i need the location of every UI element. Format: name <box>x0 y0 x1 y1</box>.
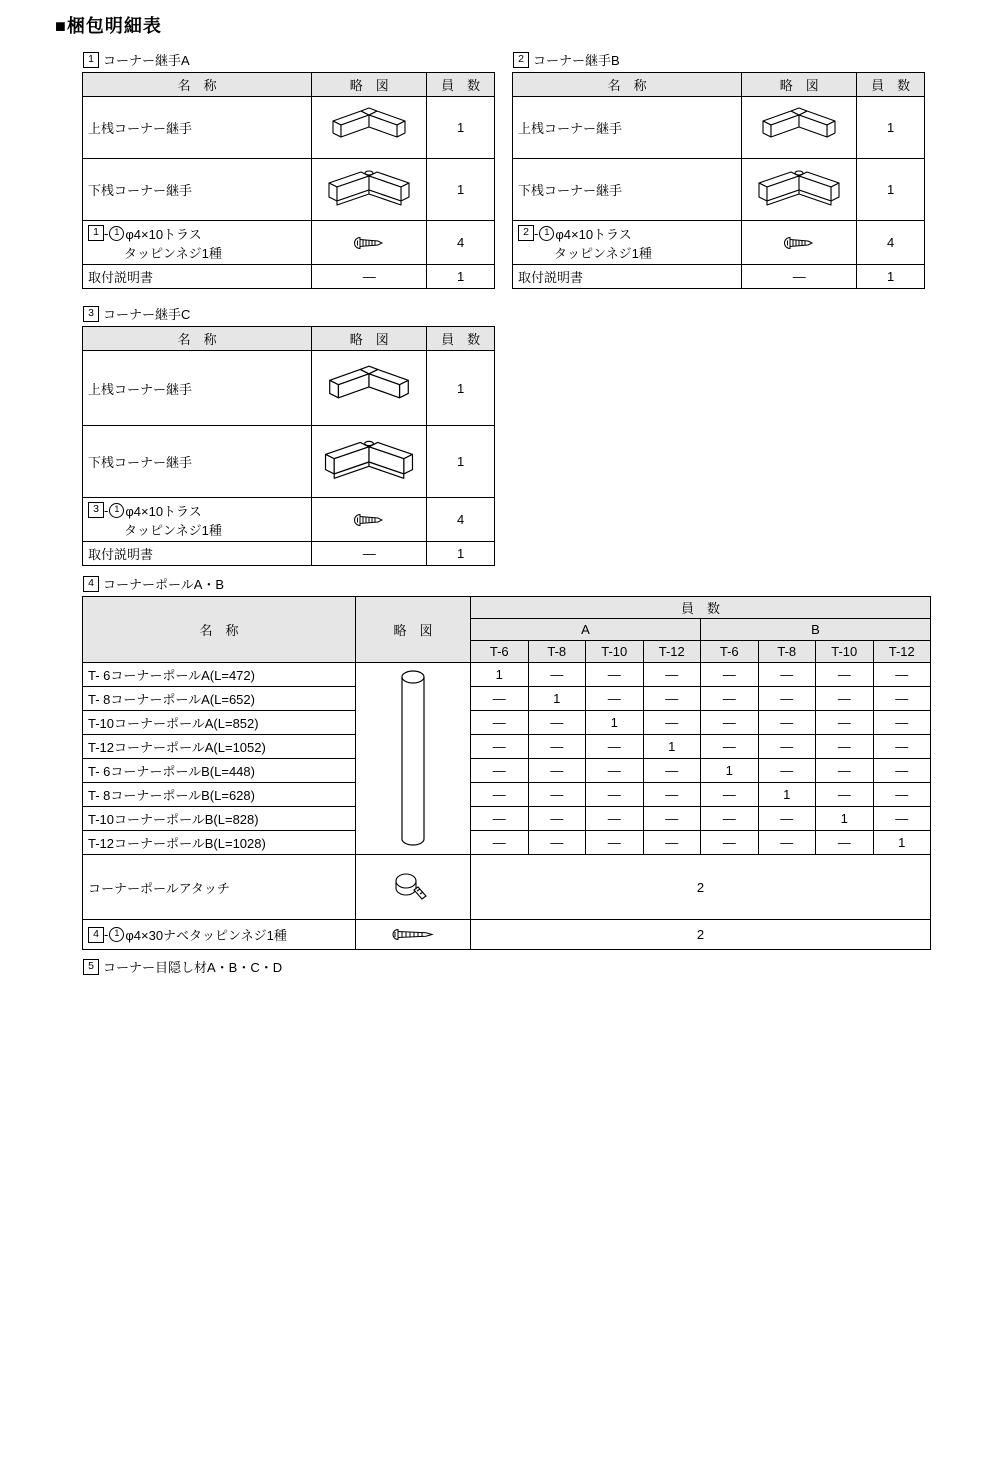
qty-value-cell: — <box>701 807 759 831</box>
qty-value-cell: 1 <box>586 711 644 735</box>
box-number-icon: 4 <box>83 576 99 592</box>
name-column-header: 名 称 <box>513 73 742 97</box>
part-name-cell: 上桟コーナー継手 <box>513 97 742 159</box>
joint-tables-row <box>82 50 931 289</box>
joint-table-block-3 <box>82 304 495 566</box>
qty-value-cell: — <box>586 759 644 783</box>
part-name-cell: 下桟コーナー継手 <box>513 159 742 221</box>
box-number-icon: 3 <box>88 502 104 518</box>
qty-value-cell: — <box>758 687 816 711</box>
pan-screw-diagram <box>390 928 436 941</box>
part-name-line1: 3 - 1 φ4×10トラス <box>88 501 306 520</box>
part-name-cell <box>83 221 312 265</box>
part-row <box>83 159 495 221</box>
joint-table-3 <box>82 326 495 566</box>
diagram-column-header: 略 図 <box>356 597 471 663</box>
part-diagram-cell <box>312 221 427 265</box>
part-row <box>83 542 495 566</box>
part-qty-cell: 1 <box>857 159 925 221</box>
qty-value-cell: — <box>586 687 644 711</box>
box-number-icon: 1 <box>88 225 104 241</box>
qty-value-cell: — <box>873 663 931 687</box>
qty-value-cell: — <box>816 663 874 687</box>
qty-value-cell: — <box>701 687 759 711</box>
corner-pole-diagram <box>399 667 427 851</box>
part-name-cell: 上桟コーナー継手 <box>83 97 312 159</box>
qty-value-cell: — <box>586 783 644 807</box>
part-diagram-cell <box>312 97 427 159</box>
size-header: T-10 <box>816 641 874 663</box>
part-diagram-cell: — <box>312 542 427 566</box>
box-number-icon: 2 <box>513 52 529 68</box>
qty-column-header: 員 数 <box>427 327 495 351</box>
table-title: コーナーポールA・B <box>103 577 225 592</box>
qty-value-cell: — <box>643 807 701 831</box>
qty-value-cell: — <box>758 759 816 783</box>
box-number-icon: 5 <box>83 959 99 975</box>
part-name-line1: 4 - 1 φ4×30ナベタッピンネジ1種 <box>88 925 350 944</box>
qty-value-cell: — <box>586 663 644 687</box>
qty-value-cell: — <box>528 807 586 831</box>
qty-value-cell: — <box>873 735 931 759</box>
part-row <box>83 97 495 159</box>
part-diagram-cell <box>356 855 471 920</box>
qty-value-cell: — <box>758 711 816 735</box>
group-header-B: B <box>701 619 931 641</box>
qty-value-cell: — <box>528 783 586 807</box>
pole-row <box>83 759 931 783</box>
part-name-text: φ4×10トラス <box>125 503 202 519</box>
part-name-cell: 取付説明書 <box>83 542 312 566</box>
part-qty-cell: 1 <box>427 351 495 426</box>
size-header: T-6 <box>471 641 529 663</box>
pole-header-row-1 <box>83 597 931 619</box>
pole-name-cell: T-12コーナーポールA(L=1052) <box>83 735 356 759</box>
qty-value-cell: — <box>701 711 759 735</box>
qty-value-cell: — <box>873 759 931 783</box>
qty-value-cell: — <box>758 807 816 831</box>
part-row <box>83 426 495 498</box>
qty-value-cell: 1 <box>816 807 874 831</box>
pole-row <box>83 831 931 855</box>
circle-number-icon: 1 <box>109 226 124 241</box>
qty-value-cell: — <box>586 807 644 831</box>
page-title: ■梱包明細表 <box>55 16 162 36</box>
table-title: コーナー継手B <box>533 53 620 68</box>
qty-value-cell: — <box>471 807 529 831</box>
part-row <box>513 97 925 159</box>
part-qty-cell: 1 <box>427 542 495 566</box>
lower-corner-joint-diagram <box>325 167 413 213</box>
part-diagram-cell <box>742 221 857 265</box>
qty-value-cell: — <box>586 735 644 759</box>
qty-value-cell: 1 <box>873 831 931 855</box>
part-diagram-cell: — <box>742 265 857 289</box>
joint-table-1 <box>82 72 495 289</box>
table-label <box>513 50 925 69</box>
part-name-text: φ4×10トラス <box>555 226 632 242</box>
part-row <box>513 265 925 289</box>
joint-table-block-2 <box>512 50 925 289</box>
qty-value-cell: — <box>586 831 644 855</box>
pole-attach-diagram <box>392 870 434 904</box>
pole-row <box>83 783 931 807</box>
qty-value-cell: — <box>758 831 816 855</box>
diagram-column-header: 略 図 <box>312 327 427 351</box>
size-header: T-10 <box>586 641 644 663</box>
joint-table-block-1 <box>82 50 495 289</box>
circle-number-icon: 1 <box>539 226 554 241</box>
qty-value-cell: — <box>816 831 874 855</box>
qty-value-cell: — <box>471 783 529 807</box>
pole-screw-qty-cell: 2 <box>471 920 931 950</box>
part-qty-cell: 1 <box>427 97 495 159</box>
box-number-icon: 1 <box>83 52 99 68</box>
part-qty-cell: 1 <box>427 265 495 289</box>
pole-screw-name-cell <box>83 920 356 950</box>
joint-header-row <box>83 73 495 97</box>
upper-corner-joint-c-diagram <box>321 365 417 411</box>
pole-name-cell: T- 6コーナーポールB(L=448) <box>83 759 356 783</box>
size-header: T-8 <box>758 641 816 663</box>
diagram-column-header: 略 図 <box>742 73 857 97</box>
content-area <box>82 50 931 976</box>
name-column-header: 名 称 <box>83 73 312 97</box>
qty-value-cell: — <box>816 687 874 711</box>
pole-table-container <box>82 574 931 950</box>
qty-value-cell: — <box>528 711 586 735</box>
pole-row <box>83 663 931 687</box>
part-qty-cell: 1 <box>857 97 925 159</box>
box-number-icon: 3 <box>83 306 99 322</box>
part-name-line2: タッピンネジ1種 <box>554 245 652 261</box>
qty-value-cell: 1 <box>758 783 816 807</box>
truss-screw-diagram <box>782 236 816 250</box>
part-row <box>83 498 495 542</box>
part-name-text: φ4×30ナベタッピンネジ1種 <box>125 928 287 943</box>
part-row <box>83 221 495 265</box>
qty-value-cell: — <box>758 663 816 687</box>
qty-value-cell: — <box>471 759 529 783</box>
qty-value-cell: — <box>528 831 586 855</box>
part-row <box>83 351 495 426</box>
qty-value-cell: — <box>816 711 874 735</box>
size-header: T-12 <box>873 641 931 663</box>
pole-screw-row <box>83 920 931 950</box>
part-name-cell: 下桟コーナー継手 <box>83 426 312 498</box>
part-name-cell: 下桟コーナー継手 <box>83 159 312 221</box>
qty-value-cell: — <box>873 711 931 735</box>
part-name-line1: 1 - 1 φ4×10トラス <box>88 224 306 243</box>
qty-value-cell: — <box>643 783 701 807</box>
table-title: コーナー継手A <box>103 53 190 68</box>
joint-header-row <box>513 73 925 97</box>
qty-value-cell: — <box>528 735 586 759</box>
qty-value-cell: — <box>816 759 874 783</box>
qty-value-cell: 1 <box>528 687 586 711</box>
qty-value-cell: — <box>471 711 529 735</box>
qty-value-cell: — <box>816 783 874 807</box>
part-name-cell: 取付説明書 <box>83 265 312 289</box>
attach-row <box>83 855 931 920</box>
pole-row <box>83 711 931 735</box>
part-diagram-cell <box>312 426 427 498</box>
qty-value-cell: — <box>816 735 874 759</box>
qty-value-cell: — <box>758 735 816 759</box>
qty-value-cell: 1 <box>643 735 701 759</box>
table-title: コーナー継手C <box>103 307 191 322</box>
box-number-icon: 2 <box>518 225 534 241</box>
lower-corner-joint-b-diagram <box>755 167 843 213</box>
part-name-line2: タッピンネジ1種 <box>124 245 222 261</box>
table-title: コーナー目隠し材A・B・C・D <box>103 960 283 975</box>
part-qty-cell: 4 <box>427 498 495 542</box>
qty-value-cell: — <box>643 759 701 783</box>
qty-value-cell: — <box>873 687 931 711</box>
pole-row <box>83 735 931 759</box>
circle-number-icon: 1 <box>109 503 124 518</box>
qty-value-cell: — <box>643 663 701 687</box>
qty-value-cell: — <box>643 711 701 735</box>
qty-value-cell: — <box>643 831 701 855</box>
truss-screw-diagram <box>352 236 386 250</box>
diagram-column-header: 略 図 <box>312 73 427 97</box>
lower-corner-joint-c-diagram <box>321 437 417 487</box>
qty-value-cell: — <box>471 831 529 855</box>
size-header: T-8 <box>528 641 586 663</box>
pole-name-cell: T- 8コーナーポールA(L=652) <box>83 687 356 711</box>
box-number-icon: 4 <box>88 927 104 943</box>
attach-name-cell: コーナーポールアタッチ <box>83 855 356 920</box>
qty-value-cell: — <box>701 735 759 759</box>
qty-value-cell: 1 <box>471 663 529 687</box>
part-diagram-cell <box>742 97 857 159</box>
table-label <box>83 50 495 69</box>
qty-value-cell: — <box>873 807 931 831</box>
part-qty-cell: 1 <box>857 265 925 289</box>
joint-header-row <box>83 327 495 351</box>
part-diagram-cell <box>742 159 857 221</box>
qty-column-header: 員 数 <box>471 597 931 619</box>
qty-value-cell: — <box>528 759 586 783</box>
part-row <box>83 265 495 289</box>
attach-qty-cell: 2 <box>471 855 931 920</box>
part-row <box>513 221 925 265</box>
qty-value-cell: — <box>701 663 759 687</box>
upper-corner-joint-b-diagram <box>755 107 843 149</box>
screen-table-container <box>82 957 931 976</box>
part-name-line1: 2 - 1 φ4×10トラス <box>518 224 736 243</box>
part-qty-cell: 1 <box>427 426 495 498</box>
circle-number-icon: 1 <box>109 927 124 942</box>
size-header: T-6 <box>701 641 759 663</box>
pole-name-cell: T-10コーナーポールB(L=828) <box>83 807 356 831</box>
qty-value-cell: — <box>701 831 759 855</box>
truss-screw-diagram <box>352 513 386 527</box>
qty-value-cell: — <box>701 783 759 807</box>
qty-value-cell: — <box>471 735 529 759</box>
pole-row <box>83 687 931 711</box>
qty-value-cell: — <box>471 687 529 711</box>
name-column-header: 名 称 <box>83 327 312 351</box>
pole-table <box>82 596 931 950</box>
qty-value-cell: — <box>528 663 586 687</box>
pole-name-cell: T-12コーナーポールB(L=1028) <box>83 831 356 855</box>
part-diagram-cell <box>312 498 427 542</box>
part-row <box>513 159 925 221</box>
pole-name-cell: T-10コーナーポールA(L=852) <box>83 711 356 735</box>
joint-table-2 <box>512 72 925 289</box>
qty-column-header: 員 数 <box>427 73 495 97</box>
part-name-cell: 上桟コーナー継手 <box>83 351 312 426</box>
table-label <box>83 574 931 593</box>
pole-row <box>83 807 931 831</box>
part-diagram-cell: — <box>312 265 427 289</box>
pole-name-cell: T- 8コーナーポールB(L=628) <box>83 783 356 807</box>
pole-diagram-cell <box>356 663 471 855</box>
name-column-header: 名 称 <box>83 597 356 663</box>
part-name-cell: 取付説明書 <box>513 265 742 289</box>
qty-value-cell: — <box>873 783 931 807</box>
part-name-cell <box>513 221 742 265</box>
qty-value-cell: 1 <box>701 759 759 783</box>
part-name-text: φ4×10トラス <box>125 226 202 242</box>
pole-name-cell: T- 6コーナーポールA(L=472) <box>83 663 356 687</box>
upper-corner-joint-diagram <box>325 107 413 149</box>
part-qty-cell: 1 <box>427 159 495 221</box>
part-diagram-cell <box>356 920 471 950</box>
part-name-cell <box>83 498 312 542</box>
part-diagram-cell <box>312 351 427 426</box>
part-name-line2: タッピンネジ1種 <box>124 522 222 538</box>
joint-table-c-container <box>82 304 931 566</box>
group-header-A: A <box>471 619 701 641</box>
table-label <box>83 304 495 323</box>
part-qty-cell: 4 <box>427 221 495 265</box>
size-header: T-12 <box>643 641 701 663</box>
part-qty-cell: 4 <box>857 221 925 265</box>
table-label <box>83 957 931 976</box>
qty-column-header: 員 数 <box>857 73 925 97</box>
qty-value-cell: — <box>643 687 701 711</box>
part-diagram-cell <box>312 159 427 221</box>
